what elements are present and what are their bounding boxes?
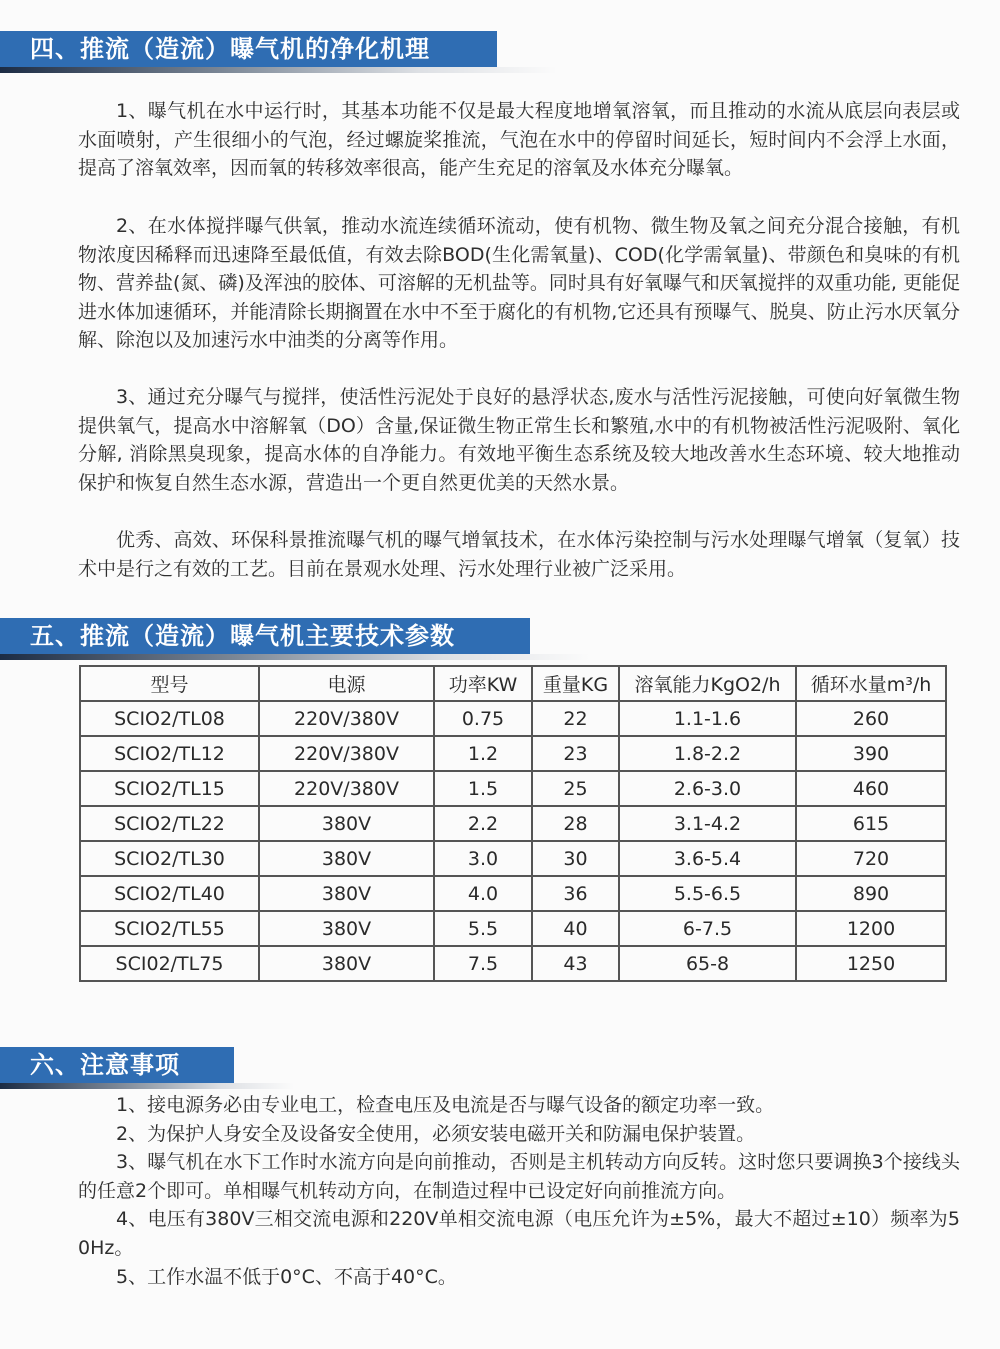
- cell-power-supply: 380V: [259, 911, 434, 946]
- cell-model: SCIO2/TL15: [80, 771, 259, 806]
- cell-circulation-flow: 720: [796, 841, 946, 876]
- cell-oxygen-capacity: 3.1-4.2: [619, 806, 796, 841]
- section-4-heading: 四、推流（造流）曝气机的净化机理: [0, 31, 497, 67]
- note-1: 1、接电源务必由专业电工，检查电压及电流是否与曝气设备的额定功率一致。: [116, 1094, 775, 1116]
- header-model: 型号: [80, 666, 259, 701]
- cell-power-supply: 220V/380V: [259, 701, 434, 736]
- cell-power-kw: 4.0: [434, 876, 532, 911]
- cell-model: SCI02/TL75: [80, 946, 259, 981]
- cell-weight-kg: 28: [532, 806, 619, 841]
- cell-power-kw: 7.5: [434, 946, 532, 981]
- cell-weight-kg: 22: [532, 701, 619, 736]
- header-weight-kg: 重量KG: [532, 666, 619, 701]
- cell-model: SCIO2/TL22: [80, 806, 259, 841]
- note-3: 3、曝气机在水下工作时水流方向是向前推动，否则是主机转动方向反转。这时您只要调换3个接线头的任意2个即可。单相曝气机转动方向，在制造过程中已设定好向前推流方向。: [78, 1151, 960, 1202]
- table-row: [80, 806, 946, 841]
- table-row: [80, 841, 946, 876]
- cell-model: SCIO2/TL30: [80, 841, 259, 876]
- cell-circulation-flow: 390: [796, 736, 946, 771]
- section-6-heading: 六、注意事项: [0, 1047, 234, 1083]
- table-header-row: [80, 666, 946, 701]
- table-row: [80, 701, 946, 736]
- table-row: [80, 736, 946, 771]
- cell-power-kw: 0.75: [434, 701, 532, 736]
- cell-power-kw: 3.0: [434, 841, 532, 876]
- cell-oxygen-capacity: 1.1-1.6: [619, 701, 796, 736]
- table-row: [80, 911, 946, 946]
- cell-oxygen-capacity: 65-8: [619, 946, 796, 981]
- header-circulation-flow: 循环水量m³/h: [796, 666, 946, 701]
- cell-power-supply: 380V: [259, 876, 434, 911]
- cell-weight-kg: 23: [532, 736, 619, 771]
- cell-model: SCIO2/TL40: [80, 876, 259, 911]
- cell-circulation-flow: 890: [796, 876, 946, 911]
- cell-circulation-flow: 615: [796, 806, 946, 841]
- cell-circulation-flow: 460: [796, 771, 946, 806]
- cell-weight-kg: 36: [532, 876, 619, 911]
- section-5-heading: 五、推流（造流）曝气机主要技术参数: [0, 618, 530, 654]
- cell-power-supply: 380V: [259, 946, 434, 981]
- cell-weight-kg: 30: [532, 841, 619, 876]
- section-4-paragraph-3: 3、通过充分曝气与搅拌，使活性污泥处于良好的悬浮状态,废水与活性污泥接触，可使向好氧微生物提供氧气，提高水中溶解氧（DO）含量,保证微生物正常生长和繁殖,水中的有机物被活性污泥吸附、氧化分解, 消除黑臭现象，提高水体的自净能力。有效地平衡生态系统及较大地改善水生态环境、较大地推动保护和恢复自然生态水源，营造出一个更自然更优美的天然水景。: [78, 386, 960, 494]
- cell-power-kw: 1.5: [434, 771, 532, 806]
- table-row: [80, 946, 946, 981]
- table-row: [80, 771, 946, 806]
- cell-power-kw: 5.5: [434, 911, 532, 946]
- cell-oxygen-capacity: 5.5-6.5: [619, 876, 796, 911]
- cell-model: SCIO2/TL55: [80, 911, 259, 946]
- section-4-paragraph-2: 2、在水体搅拌曝气供氧，推动水流连续循环流动，使有机物、微生物及氧之间充分混合接触，有机物浓度因稀释而迅速降至最低值，有效去除BOD(生化需氧量)、COD(化学需氧量)、带颜色和臭味的有机物、营养盐(氮、磷)及浑浊的胶体、可溶解的无机盐等。同时具有好氧曝气和厌氧搅拌的双重功能, 更能促进水体加速循环，并能清除长期搁置在水中不至于腐化的有机物,它还具有预曝气、脱臭、防止污水厌氧分解、除泡以及加速污水中油类的分离等作用。: [78, 215, 960, 352]
- section-4-paragraph-1: 1、曝气机在水中运行时，其基本功能不仅是最大程度地增氧溶氧，而且推动的水流从底层向表层或水面喷射，产生很细小的气泡，经过螺旋桨推流，气泡在水中的停留时间延长，短时间内不会浮上水面，提高了溶氧效率，因而氧的转移效率很高，能产生充足的溶氧及水体充分曝氧。: [78, 100, 960, 180]
- cell-model: SCIO2/TL08: [80, 701, 259, 736]
- notes-list: [78, 1091, 960, 1291]
- cell-circulation-flow: 1200: [796, 911, 946, 946]
- cell-circulation-flow: 260: [796, 701, 946, 736]
- cell-power-kw: 2.2: [434, 806, 532, 841]
- header-power-supply: 电源: [259, 666, 434, 701]
- header-power-kw: 功率KW: [434, 666, 532, 701]
- note-4: 4、电压有380V三相交流电源和220V单相交流电源（电压允许为±5%，最大不超过±10）频率为50Hz。: [78, 1208, 960, 1259]
- cell-oxygen-capacity: 3.6-5.4: [619, 841, 796, 876]
- cell-oxygen-capacity: 2.6-3.0: [619, 771, 796, 806]
- cell-power-kw: 1.2: [434, 736, 532, 771]
- note-5: 5、工作水温不低于0°C、不高于40°C。: [116, 1265, 457, 1288]
- technical-parameters-table: [79, 665, 947, 982]
- cell-weight-kg: 25: [532, 771, 619, 806]
- cell-oxygen-capacity: 6-7.5: [619, 911, 796, 946]
- cell-circulation-flow: 1250: [796, 946, 946, 981]
- cell-weight-kg: 40: [532, 911, 619, 946]
- table-row: [80, 876, 946, 911]
- cell-power-supply: 380V: [259, 841, 434, 876]
- cell-oxygen-capacity: 1.8-2.2: [619, 736, 796, 771]
- cell-power-supply: 380V: [259, 806, 434, 841]
- note-2: 2、为保护人身安全及设备安全使用，必须安装电磁开关和防漏电保护装置。: [116, 1122, 756, 1145]
- cell-power-supply: 220V/380V: [259, 736, 434, 771]
- header-oxygen-capacity: 溶氧能力KgO2/h: [619, 666, 796, 701]
- section-4-paragraph-4: 优秀、高效、环保科景推流曝气机的曝气增氧技术，在水体污染控制与污水处理曝气增氧（复氧）技术中是行之有效的工艺。目前在景观水处理、污水处理行业被广泛采用。: [78, 529, 960, 580]
- cell-weight-kg: 43: [532, 946, 619, 981]
- cell-model: SCIO2/TL12: [80, 736, 259, 771]
- cell-power-supply: 220V/380V: [259, 771, 434, 806]
